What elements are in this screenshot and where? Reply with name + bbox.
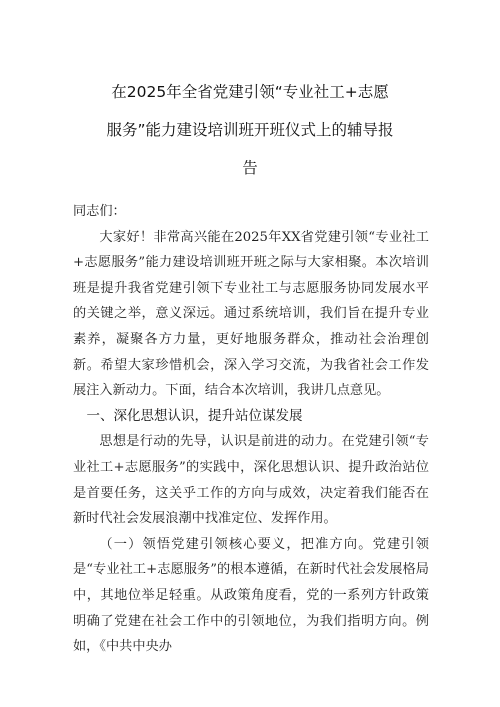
paragraph-subsection-1: （一）领悟党建引领核心要义，把准方向。党建引领是“专业社工+志愿服务”的根本遵循，在新时代社会发展格局中，其地位举足轻重。从政策角度看，党的一系列方针政策明确了党建在社会工作中的引领地位，为我们指明方向。例如，《中共中央办 bbox=[73, 536, 429, 655]
title-line-2: 服务”能力建设培训班开班仪式上的辅导报 bbox=[106, 121, 394, 139]
title-line-3: 告 bbox=[242, 159, 258, 177]
title-line-1: 在2025年全省党建引领“专业社工+志愿 bbox=[111, 83, 389, 101]
section-heading-1: 一、深化思想认识，提升站位谋发展 bbox=[86, 407, 303, 424]
paragraph-opening: 大家好！非常高兴能在2025年XX省党建引领“专业社工+志愿服务”能力建设培训班开班之际与大家相聚。本次培训班是提升我省党建引领下专业社工与志愿服务协同发展水平的关键之举，意义深远。通过系统培训，我们旨在提升专业素养，凝聚各方力量，更好地服务群众，推动社会治理创新。希望大家珍惜机会，深入学习交流，为我省社会工作发展注入新动力。下面，结合本次培训，我讲几点意见。 bbox=[73, 229, 429, 399]
paragraph-section-1: 思想是行动的先导，认识是前进的动力。在党建引领“专业社工+志愿服务”的实践中，深化思想认识、提升政治站位是首要任务，这关乎工作的方向与成效，决定着我们能否在新时代社会发展浪潮中找准定位、发挥作用。 bbox=[73, 434, 429, 527]
document-title bbox=[0, 73, 500, 187]
salutation: 同志们： bbox=[73, 204, 126, 219]
document-body bbox=[73, 199, 429, 660]
